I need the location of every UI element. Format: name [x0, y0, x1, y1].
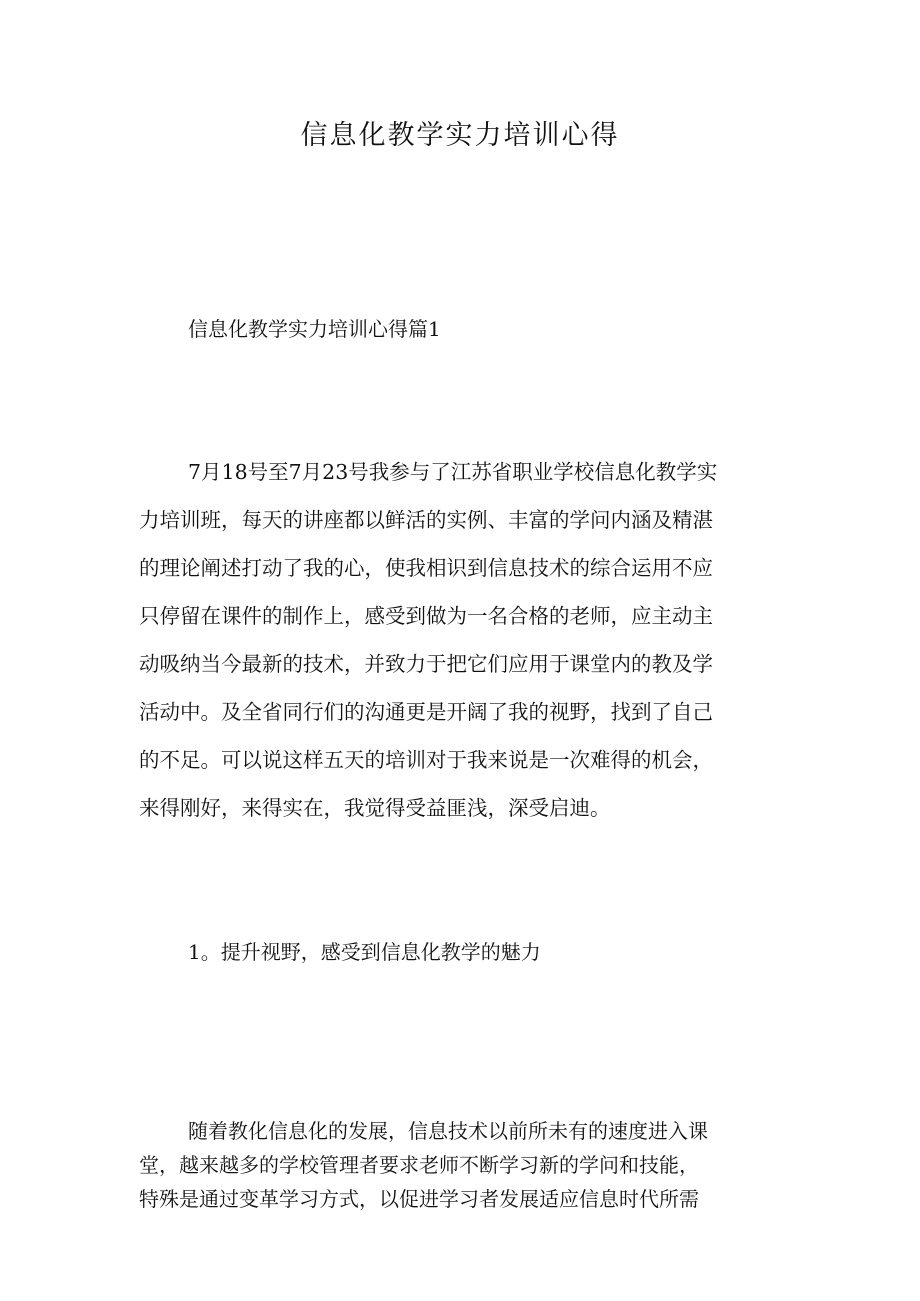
paragraph-line: 来得刚好，来得实在，我觉得受益匪浅，深受启迪。 — [139, 796, 611, 820]
paragraph-line: 特殊是通过变革学习方式，以促进学习者发展适应信息时代所需 — [139, 1187, 699, 1211]
paragraph-line: 随着教化信息化的发展，信息技术以前所未有的速度进入课 — [188, 1119, 708, 1143]
paragraph-line: 动吸纳当今最新的技术，并致力于把它们应用于课堂内的教及学 — [139, 652, 713, 676]
paragraph-line: 堂，越来越多的学校管理者要求老师不断学习新的学问和技能， — [139, 1153, 699, 1177]
paragraph-line: 只停留在课件的制作上，感受到做为一名合格的老师，应主动主 — [139, 604, 713, 628]
paragraph-line: 7月18号至7月23号我参与了江苏省职业学校信息化教学实 — [188, 460, 718, 484]
paragraph-line: 的理论阐述打动了我的心，使我相识到信息技术的综合运用不应 — [139, 556, 713, 580]
paragraph-line: 活动中。及全省同行们的沟通更是开阔了我的视野，找到了自己 — [139, 700, 713, 724]
document-title: 信息化教学实力培训心得 — [300, 120, 620, 151]
paragraph-line: 的不足。可以说这样五天的培训对于我来说是一次难得的机会， — [139, 748, 713, 772]
subheading: 1。提升视野，感受到信息化教学的魅力 — [188, 940, 541, 964]
section-heading: 信息化教学实力培训心得篇1 — [188, 317, 441, 341]
paragraph-line: 力培训班，每天的讲座都以鲜活的实例、丰富的学问内涵及精湛 — [139, 508, 713, 532]
